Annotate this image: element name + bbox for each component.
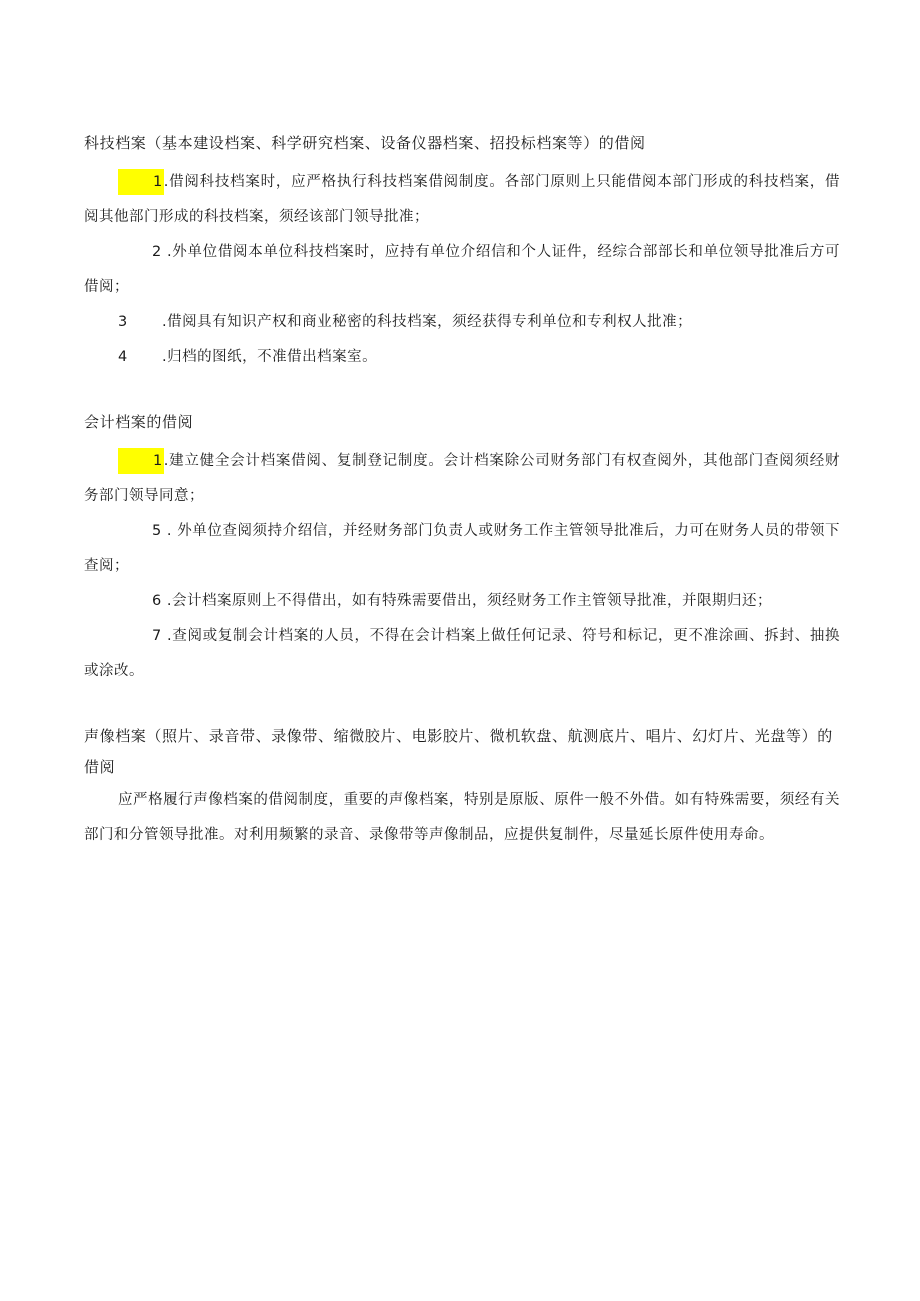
list-item-text: .建立健全会计档案借阅、复制登记制度。会计档案除公司财务部门有权查阅外，其他部门查阅须经财务部门领导同意； [84, 453, 840, 504]
list-item-text: .会计档案原则上不得借出，如有特殊需要借出，须经财务工作主管领导批准，并限期归还； [161, 593, 772, 609]
list-item-number: 5 [152, 523, 162, 539]
list-item-text: . 外单位查阅须持介绍信，并经财务部门负责人或财务工作主管领导批准后，力可在财务人员的带领下查阅； [84, 523, 840, 574]
list-item [84, 514, 840, 584]
list-item-number: 7 [152, 628, 162, 644]
list-item [84, 165, 840, 235]
list-item [84, 444, 840, 514]
list-item [84, 619, 840, 689]
list-item-text: .借阅具有知识产权和商业秘密的科技档案，须经获得专利单位和专利权人批准； [162, 314, 693, 330]
list-item-number: 6 [152, 593, 162, 609]
list-item [84, 584, 840, 619]
list-item-text: .外单位借阅本单位科技档案时，应持有单位介绍信和个人证件，经综合部部长和单位领导批准后方可借阅； [84, 244, 840, 295]
body-paragraph: 应严格履行声像档案的借阅制度，重要的声像档案，特别是原版、原件一般不外借。如有特殊需要，须经有关部门和分管领导批准。对利用频繁的录音、录像带等声像制品，应提供复制件，尽量延长原件使用寿命。 [84, 792, 840, 843]
section-heading-audiovisual-archives: 声像档案（照片、录音带、录像带、缩微胶片、电影胶片、微机软盘、航测底片、唱片、幻灯片、光盘等）的借阅 [84, 727, 833, 776]
highlighted-number: 1 [118, 448, 164, 474]
list-item-text: .归档的图纸，不准借出档案室。 [162, 349, 378, 365]
list-item [84, 305, 840, 340]
highlighted-number: 1 [118, 169, 164, 195]
list-item [84, 235, 840, 305]
list-item-number: 4 [118, 349, 128, 365]
section-heading-accounting-archives: 会计档案的借阅 [84, 413, 194, 431]
list-item-text: .查阅或复制会计档案的人员，不得在会计档案上做任何记录、符号和标记，更不准涂画、拆封、抽换或涂改。 [84, 628, 840, 679]
document-page [84, 128, 840, 853]
list-item-number: 3 [118, 314, 128, 330]
list-item-number: 2 [152, 244, 162, 260]
list-item-text: .借阅科技档案时，应严格执行科技档案借阅制度。各部门原则上只能借阅本部门形成的科技档案，借阅其他部门形成的科技档案，须经该部门领导批准； [84, 174, 840, 225]
list-item [84, 340, 840, 375]
section-heading-tech-archives: 科技档案（基本建设档案、科学研究档案、设备仪器档案、招投标档案等）的借阅 [84, 134, 646, 152]
